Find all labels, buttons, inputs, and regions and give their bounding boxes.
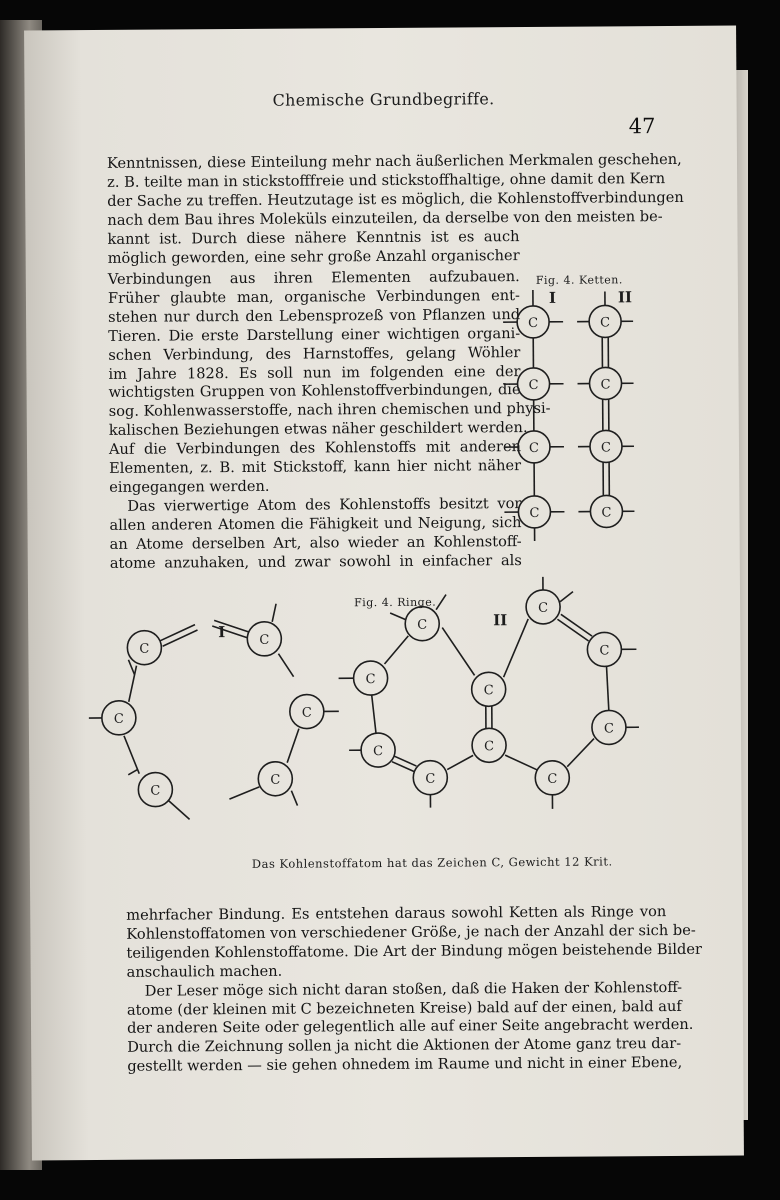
bond-line — [372, 695, 376, 733]
text-line: Verbindungen aus ihren Elementen aufzubauen. — [107, 268, 520, 288]
text-line: Kenntnissen, diese Einteilung mehr nach äußerlichen Merkmalen geschehen, — [106, 150, 682, 172]
chain-label-i: I — [548, 288, 557, 307]
atom-symbol: C — [301, 705, 312, 721]
bond-line — [160, 625, 195, 641]
chain-label-ii: II — [617, 288, 633, 307]
text-line: sog. Kohlenwasserstoffe, nach ihren chemischen und physi- — [108, 400, 551, 421]
atom-symbol: C — [373, 744, 384, 760]
atom-symbol: C — [547, 771, 558, 787]
text-line: wichtigsten Gruppen von Kohlenstoffverbindungen, die — [108, 381, 521, 402]
bond-line — [291, 791, 297, 806]
atom-symbol: C — [529, 505, 540, 521]
atom-symbol: C — [528, 315, 539, 331]
text-line: an Atome derselben Art, also wieder an Kohlenstoff- — [109, 532, 522, 553]
book-page — [24, 26, 744, 1161]
text-line: Tieren. Die erste Darstellung einer wichtigen organi- — [108, 324, 521, 345]
bond-line — [128, 660, 134, 675]
bond-line — [287, 729, 299, 763]
text-line: im Jahre 1828. Es soll nun im folgenden eine der — [108, 362, 521, 383]
figure-rings — [88, 576, 640, 820]
atom-symbol: C — [599, 643, 610, 659]
figure-rings-caption: Fig. 4. Ringe. — [354, 595, 437, 610]
bond-line — [272, 604, 276, 622]
atom-symbol: C — [484, 739, 495, 755]
atom-symbol: C — [259, 632, 270, 648]
text-line: der anderen Seite oder gelegentlich alle auf einer Seite angebracht werden. — [126, 1016, 694, 1038]
text-line: gestellt werden — sie gehen ohnedem im Raume und nicht in einer Ebene, — [127, 1054, 683, 1076]
ring-label-i: I — [218, 623, 226, 642]
text-line: Auf die Verbindungen des Kohlenstoffs mit anderen — [108, 438, 522, 459]
text-line: möglich geworden, eine sehr große Anzahl organischer — [107, 246, 520, 267]
text-line: Das vierwertige Atom des Kohlenstoffs besitzt vor — [127, 494, 522, 515]
atom-symbol: C — [270, 772, 281, 788]
figure-chains-caption: Fig. 4. Ketten. — [535, 273, 623, 287]
atom-symbol: C — [417, 617, 428, 633]
atom-symbol: C — [139, 641, 150, 657]
ring-label-ii: II — [493, 611, 508, 630]
bond-line — [505, 755, 537, 770]
bond-line — [436, 595, 446, 610]
bond-line — [278, 654, 293, 677]
atom-symbol: C — [528, 377, 539, 393]
text-line: nach dem Bau ihres Moleküls einzuteilen, da derselbe von den meisten be- — [107, 207, 663, 229]
atom-symbol: C — [603, 721, 614, 737]
bond-line — [442, 627, 474, 675]
atom-symbol: C — [600, 377, 611, 393]
paragraph-bottom — [126, 903, 702, 1077]
text-line: atome (der kleinen mit C bezeichneten Kreise) bald auf der einen, bald auf — [126, 997, 682, 1019]
atom-symbol: C — [528, 440, 540, 456]
atom-symbol: C — [483, 683, 494, 699]
text-line: allen anderen Atomen die Fähigkeit und Neigung, sich — [109, 513, 522, 534]
text-line: Elementen, z. B. mit Stickstoff, kann hier nicht näher — [109, 457, 522, 477]
running-head: Chemische Grundbegriffe. — [272, 89, 495, 110]
bond-line — [384, 636, 408, 664]
bond-line — [214, 620, 249, 632]
text-line: kannt ist. Durch diese nähere Kenntnis ist es auch — [107, 227, 520, 248]
text-line: atome anzuhaken, und zwar sowohl in einfacher als — [109, 551, 522, 572]
atom-symbol: C — [600, 315, 611, 331]
bond-line — [567, 739, 594, 767]
atom-symbol: C — [113, 711, 124, 727]
bond-line — [503, 619, 528, 677]
atom-symbol: C — [601, 505, 612, 521]
text-line: Der Leser möge sich nicht daran stoßen, daß die Haken der Kohlenstoff- — [144, 978, 683, 1000]
page-number: 47 — [628, 114, 656, 139]
bond-line — [560, 592, 573, 602]
text-line: schen Verbindung, des Harnstoffes, gelang Wöhler — [108, 343, 521, 364]
text-line: kalischen Beziehungen etwas näher geschildert werden. — [108, 419, 528, 440]
figure-chains — [503, 289, 635, 541]
atom-symbol: C — [150, 783, 161, 799]
text-line: Durch die Zeichnung sollen ja nicht die Aktionen der Atome ganz treu dar- — [127, 1035, 682, 1057]
bond-line — [168, 800, 189, 819]
text-line: anschaulich machen. — [126, 962, 283, 981]
text-line: Früher glaubte man, organische Verbindungen ent- — [107, 286, 520, 307]
atom-symbol: C — [600, 440, 612, 456]
bond-line — [229, 787, 259, 799]
text-line: mehrfacher Bindung. Es entstehen daraus sowohl Ketten als Ringe von — [126, 903, 667, 924]
text-line: z. B. teilte man in stickstofffreie und stickstoffhaltige, ohne damit den Kern — [107, 169, 666, 191]
bond-line — [124, 736, 139, 774]
text-line: der Sache zu treffen. Heutzutage ist es möglich, die Kohlenstoffverbindungen — [107, 188, 684, 210]
text-line: teiligenden Kohlenstoffatome. Die Art der Bindung mögen beistehende Bilder — [126, 940, 702, 962]
text-line: stehen nur durch den Lebensprozeß von Pflanzen und — [108, 305, 521, 326]
figure-bottom-caption: Das Kohlenstoffatom hat das Zeichen C, Gewicht 12 Krit. — [251, 854, 613, 871]
atom-symbol: C — [425, 771, 436, 787]
bond-line — [607, 666, 609, 710]
bond-line — [128, 770, 137, 775]
atom-symbol: C — [538, 600, 549, 616]
text-line: Kohlenstoffatomen von verschiedener Größe, je nach der Anzahl der sich be- — [126, 921, 696, 943]
bond-line — [163, 630, 198, 646]
bond-line — [212, 626, 247, 638]
text-line: eingegangen werden. — [109, 477, 270, 496]
bond-line — [390, 613, 406, 620]
bond-line — [447, 755, 473, 769]
atom-symbol: C — [365, 672, 376, 688]
